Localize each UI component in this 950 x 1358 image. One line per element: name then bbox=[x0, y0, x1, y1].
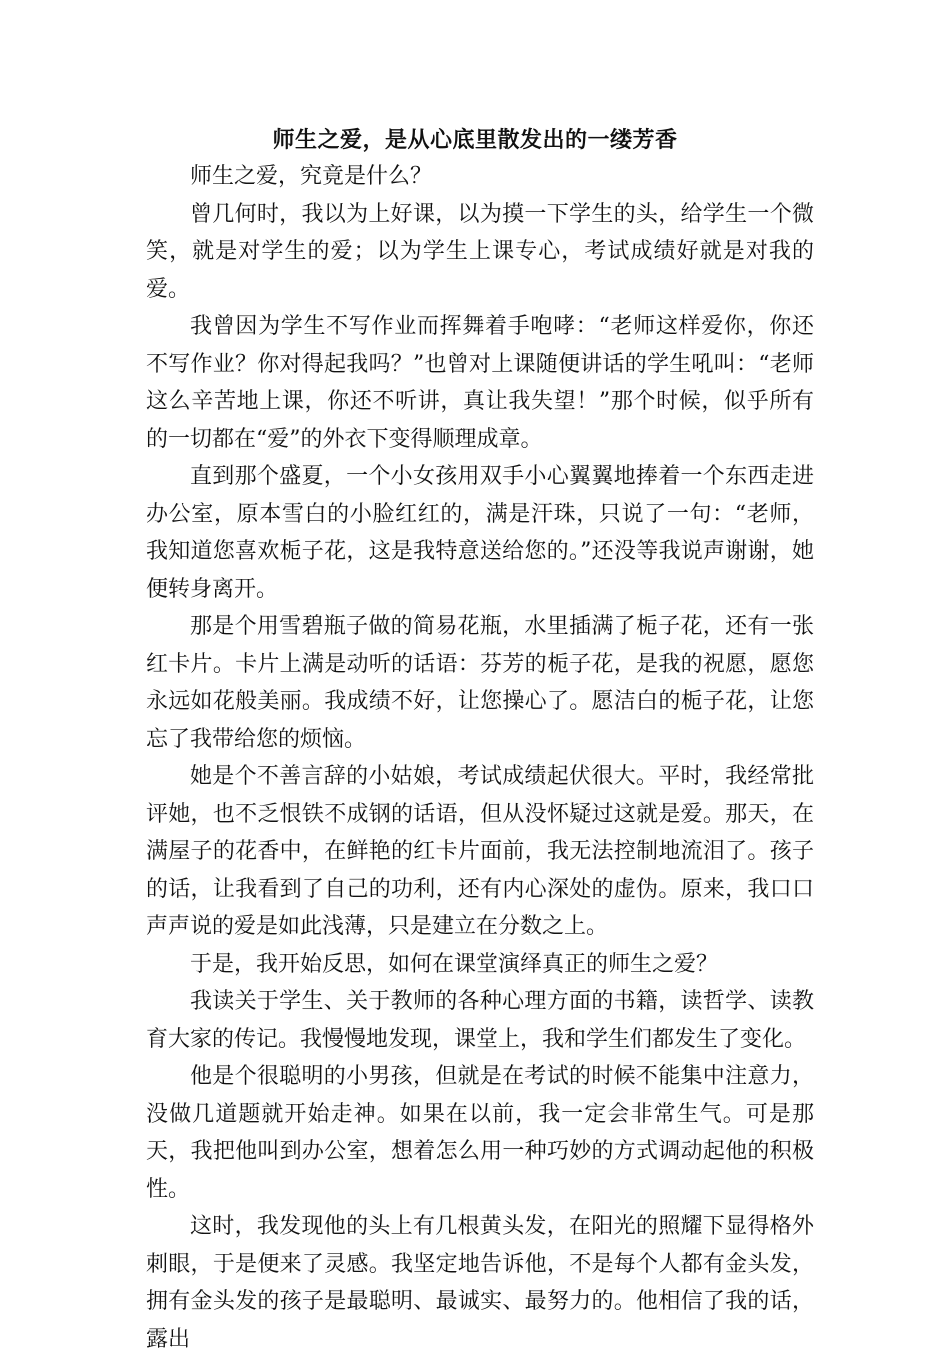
paragraph: 我读关于学生、关于教师的各种心理方面的书籍，读哲学、读教育大家的传记。我慢慢地发现，课堂上，我和学生们都发生了变化。 bbox=[146, 989, 814, 1052]
paragraph: 曾几何时，我以为上好课，以为摸一下学生的头，给学生一个微笑，就是对学生的爱；以为学生上课专心，考试成绩好就是对我的爱。 bbox=[146, 201, 814, 302]
paragraph: 她是个不善言辞的小姑娘，考试成绩起伏很大。平时，我经常批评她，也不乏恨铁不成钢的话语，但从没怀疑过这就是爱。那天，在满屋子的花香中，在鲜艳的红卡片面前，我无法控制地流泪了。孩子的话，让我看到了自己的功利，还有内心深处的虚伪。原来，我口口声声说的爱是如此浅薄，只是建立在分数之上。 bbox=[146, 764, 814, 939]
paragraph: 我曾因为学生不写作业而挥舞着手咆哮：“老师这样爱你，你还不写作业？你对得起我吗？”也曾对上课随便讲话的学生吼叫：“老师这么辛苦地上课，你还不听讲，真让我失望！”那个时候，似乎所有的一切都在“爱”的外衣下变得顺理成章。 bbox=[146, 314, 814, 452]
paragraph: 师生之爱，究竟是什么？ bbox=[190, 164, 433, 189]
paragraph: 那是个用雪碧瓶子做的简易花瓶，水里插满了栀子花，还有一张红卡片。卡片上满是动听的话语：芬芳的栀子花，是我的祝愿，愿您永远如花般美丽。我成绩不好，让您操心了。愿洁白的栀子花，让您忘了我带给您的烦恼。 bbox=[146, 614, 814, 752]
paragraph: 这时，我发现他的头上有几根黄头发，在阳光的照耀下显得格外刺眼，于是便来了灵感。我坚定地告诉他，不是每个人都有金头发，拥有金头发的孩子是最聪明、最诚实、最努力的。他相信了我的话，露出 bbox=[146, 1214, 814, 1352]
document-body bbox=[146, 158, 814, 1358]
paragraph: 直到那个盛夏，一个小女孩用双手小心翼翼地捧着一个东西走进办公室，原本雪白的小脸红红的，满是汗珠，只说了一句：“老师，我知道您喜欢栀子花，这是我特意送给您的。”还没等我说声谢谢，她便转身离开。 bbox=[146, 464, 814, 602]
document-title: 师生之爱，是从心底里散发出的一缕芳香 bbox=[272, 127, 678, 153]
paragraph: 于是，我开始反思，如何在课堂演绎真正的师生之爱？ bbox=[190, 951, 719, 977]
paragraph: 他是个很聪明的小男孩，但就是在考试的时候不能集中注意力，没做几道题就开始走神。如果在以前，我一定会非常生气。可是那天，我把他叫到办公室，想着怎么用一种巧妙的方式调动起他的积极性。 bbox=[146, 1064, 814, 1202]
